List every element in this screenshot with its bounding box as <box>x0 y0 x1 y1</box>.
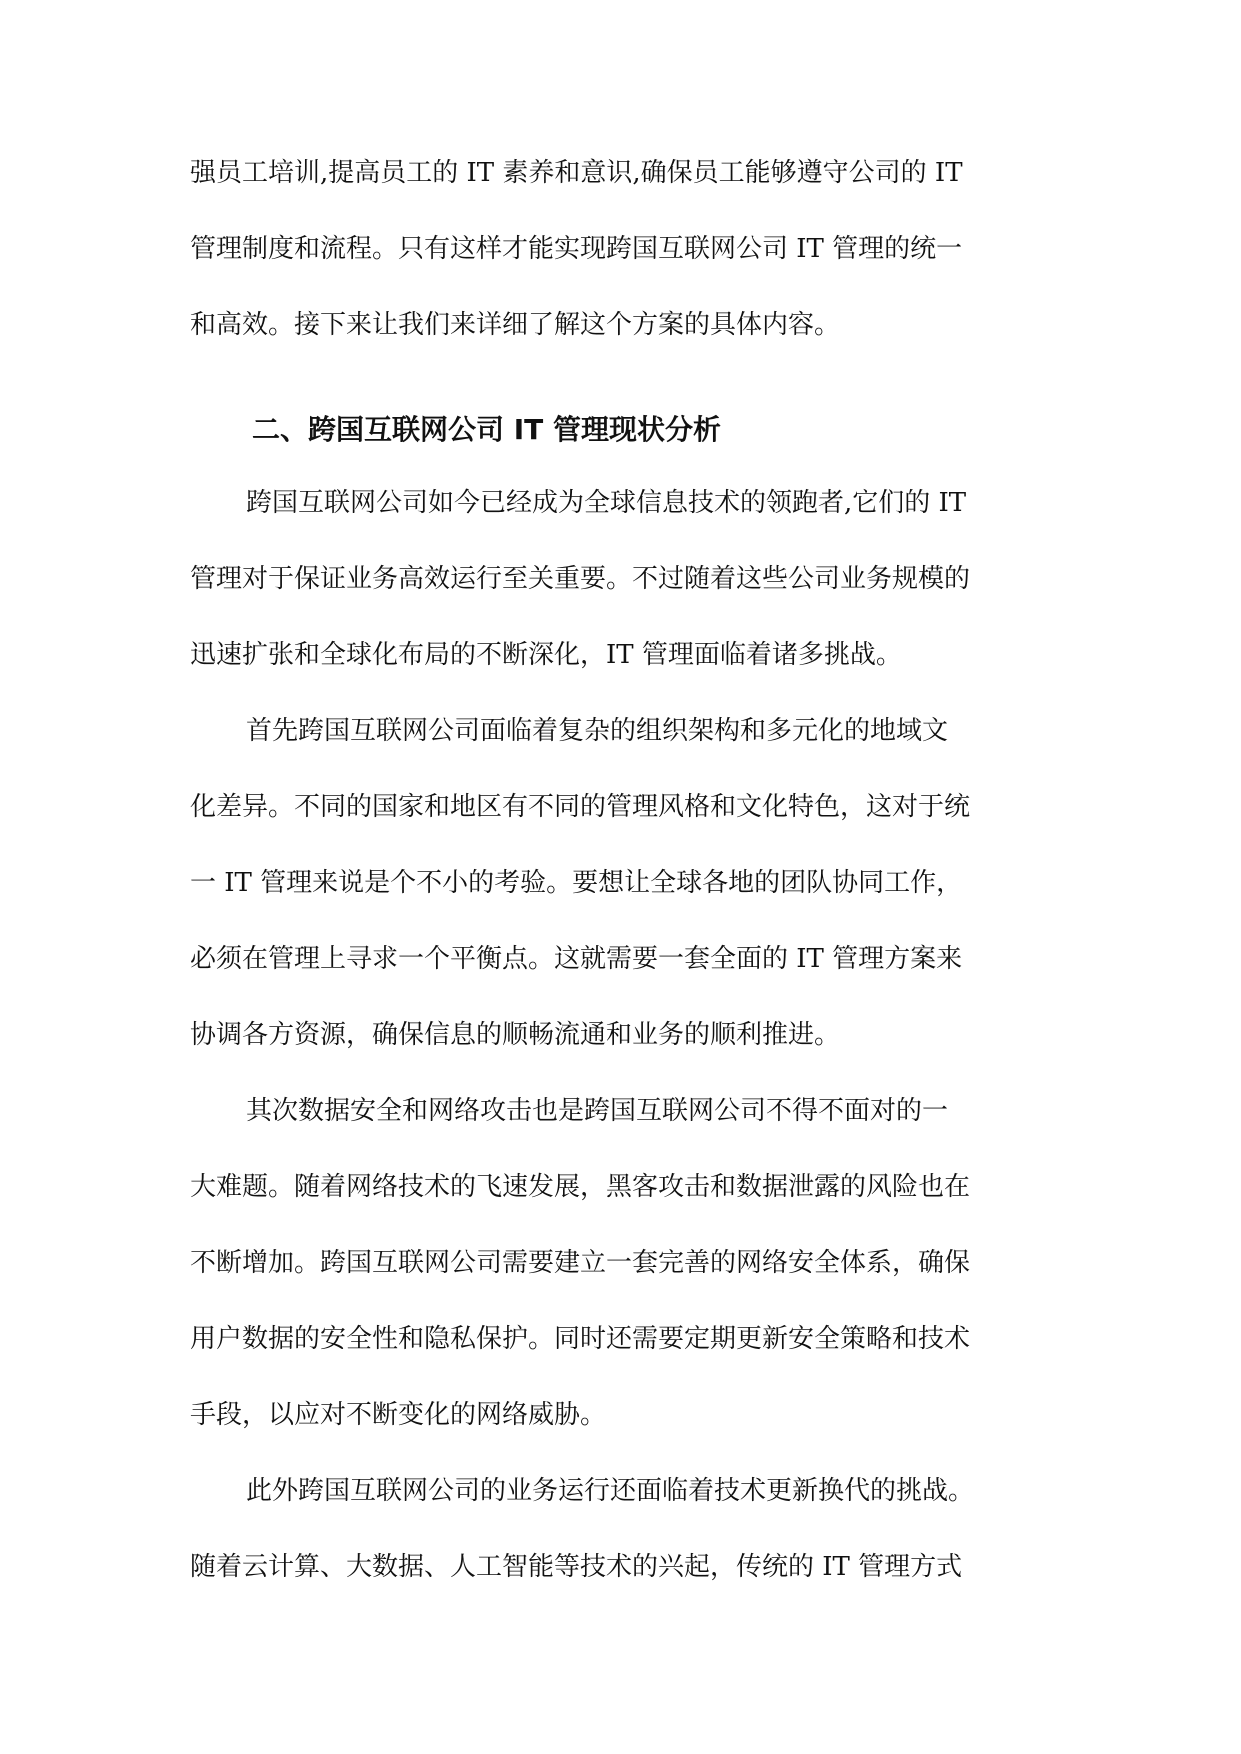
text-line: 手段，以应对不断变化的网络威胁。 <box>190 1400 607 1430</box>
paragraph-status-overview <box>190 475 1060 703</box>
text-line: 一 IT 管理来说是个不小的考验。要想让全球各地的团队协同工作， <box>190 868 963 898</box>
text-line: 用户数据的安全性和隐私保护。同时还需要定期更新安全策略和技术 <box>190 1324 971 1354</box>
text-line: 和高效。接下来让我们来详细了解这个方案的具体内容。 <box>190 310 841 340</box>
text-line: 其次数据安全和网络攻击也是跨国互联网公司不得不面对的一 <box>246 1096 949 1126</box>
text-line: 管理对于保证业务高效运行至关重要。不过随着这些公司业务规模的 <box>190 564 971 594</box>
section-heading: 二、跨国互联网公司 IT 管理现状分析 <box>252 413 722 446</box>
document-body <box>190 145 1060 1615</box>
intro-paragraph <box>190 145 1060 373</box>
text-line: 跨国互联网公司如今已经成为全球信息技术的领跑者,它们的 IT <box>246 488 967 518</box>
text-line: 化差异。不同的国家和地区有不同的管理风格和文化特色，这对于统 <box>190 792 971 822</box>
text-line: 首先跨国互联网公司面临着复杂的组织架构和多元化的地域文 <box>246 716 949 746</box>
paragraph-security <box>190 1083 1060 1463</box>
paragraph-technology <box>190 1463 1060 1615</box>
text-line: 管理制度和流程。只有这样才能实现跨国互联网公司 IT 管理的统一 <box>190 234 963 264</box>
text-line: 强员工培训,提高员工的 IT 素养和意识,确保员工能够遵守公司的 IT <box>190 158 963 188</box>
text-line: 协调各方资源，确保信息的顺畅流通和业务的顺利推进。 <box>190 1020 841 1050</box>
text-line: 随着云计算、大数据、人工智能等技术的兴起，传统的 IT 管理方式 <box>190 1552 963 1582</box>
text-line: 不断增加。跨国互联网公司需要建立一套完善的网络安全体系，确保 <box>190 1248 971 1278</box>
paragraph-organization <box>190 703 1060 1083</box>
text-line: 此外跨国互联网公司的业务运行还面临着技术更新换代的挑战。 <box>246 1476 975 1506</box>
text-line: 大难题。随着网络技术的飞速发展，黑客攻击和数据泄露的风险也在 <box>190 1172 971 1202</box>
text-line: 必须在管理上寻求一个平衡点。这就需要一套全面的 IT 管理方案来 <box>190 944 963 974</box>
text-line: 迅速扩张和全球化布局的不断深化，IT 管理面临着诸多挑战。 <box>190 640 902 670</box>
